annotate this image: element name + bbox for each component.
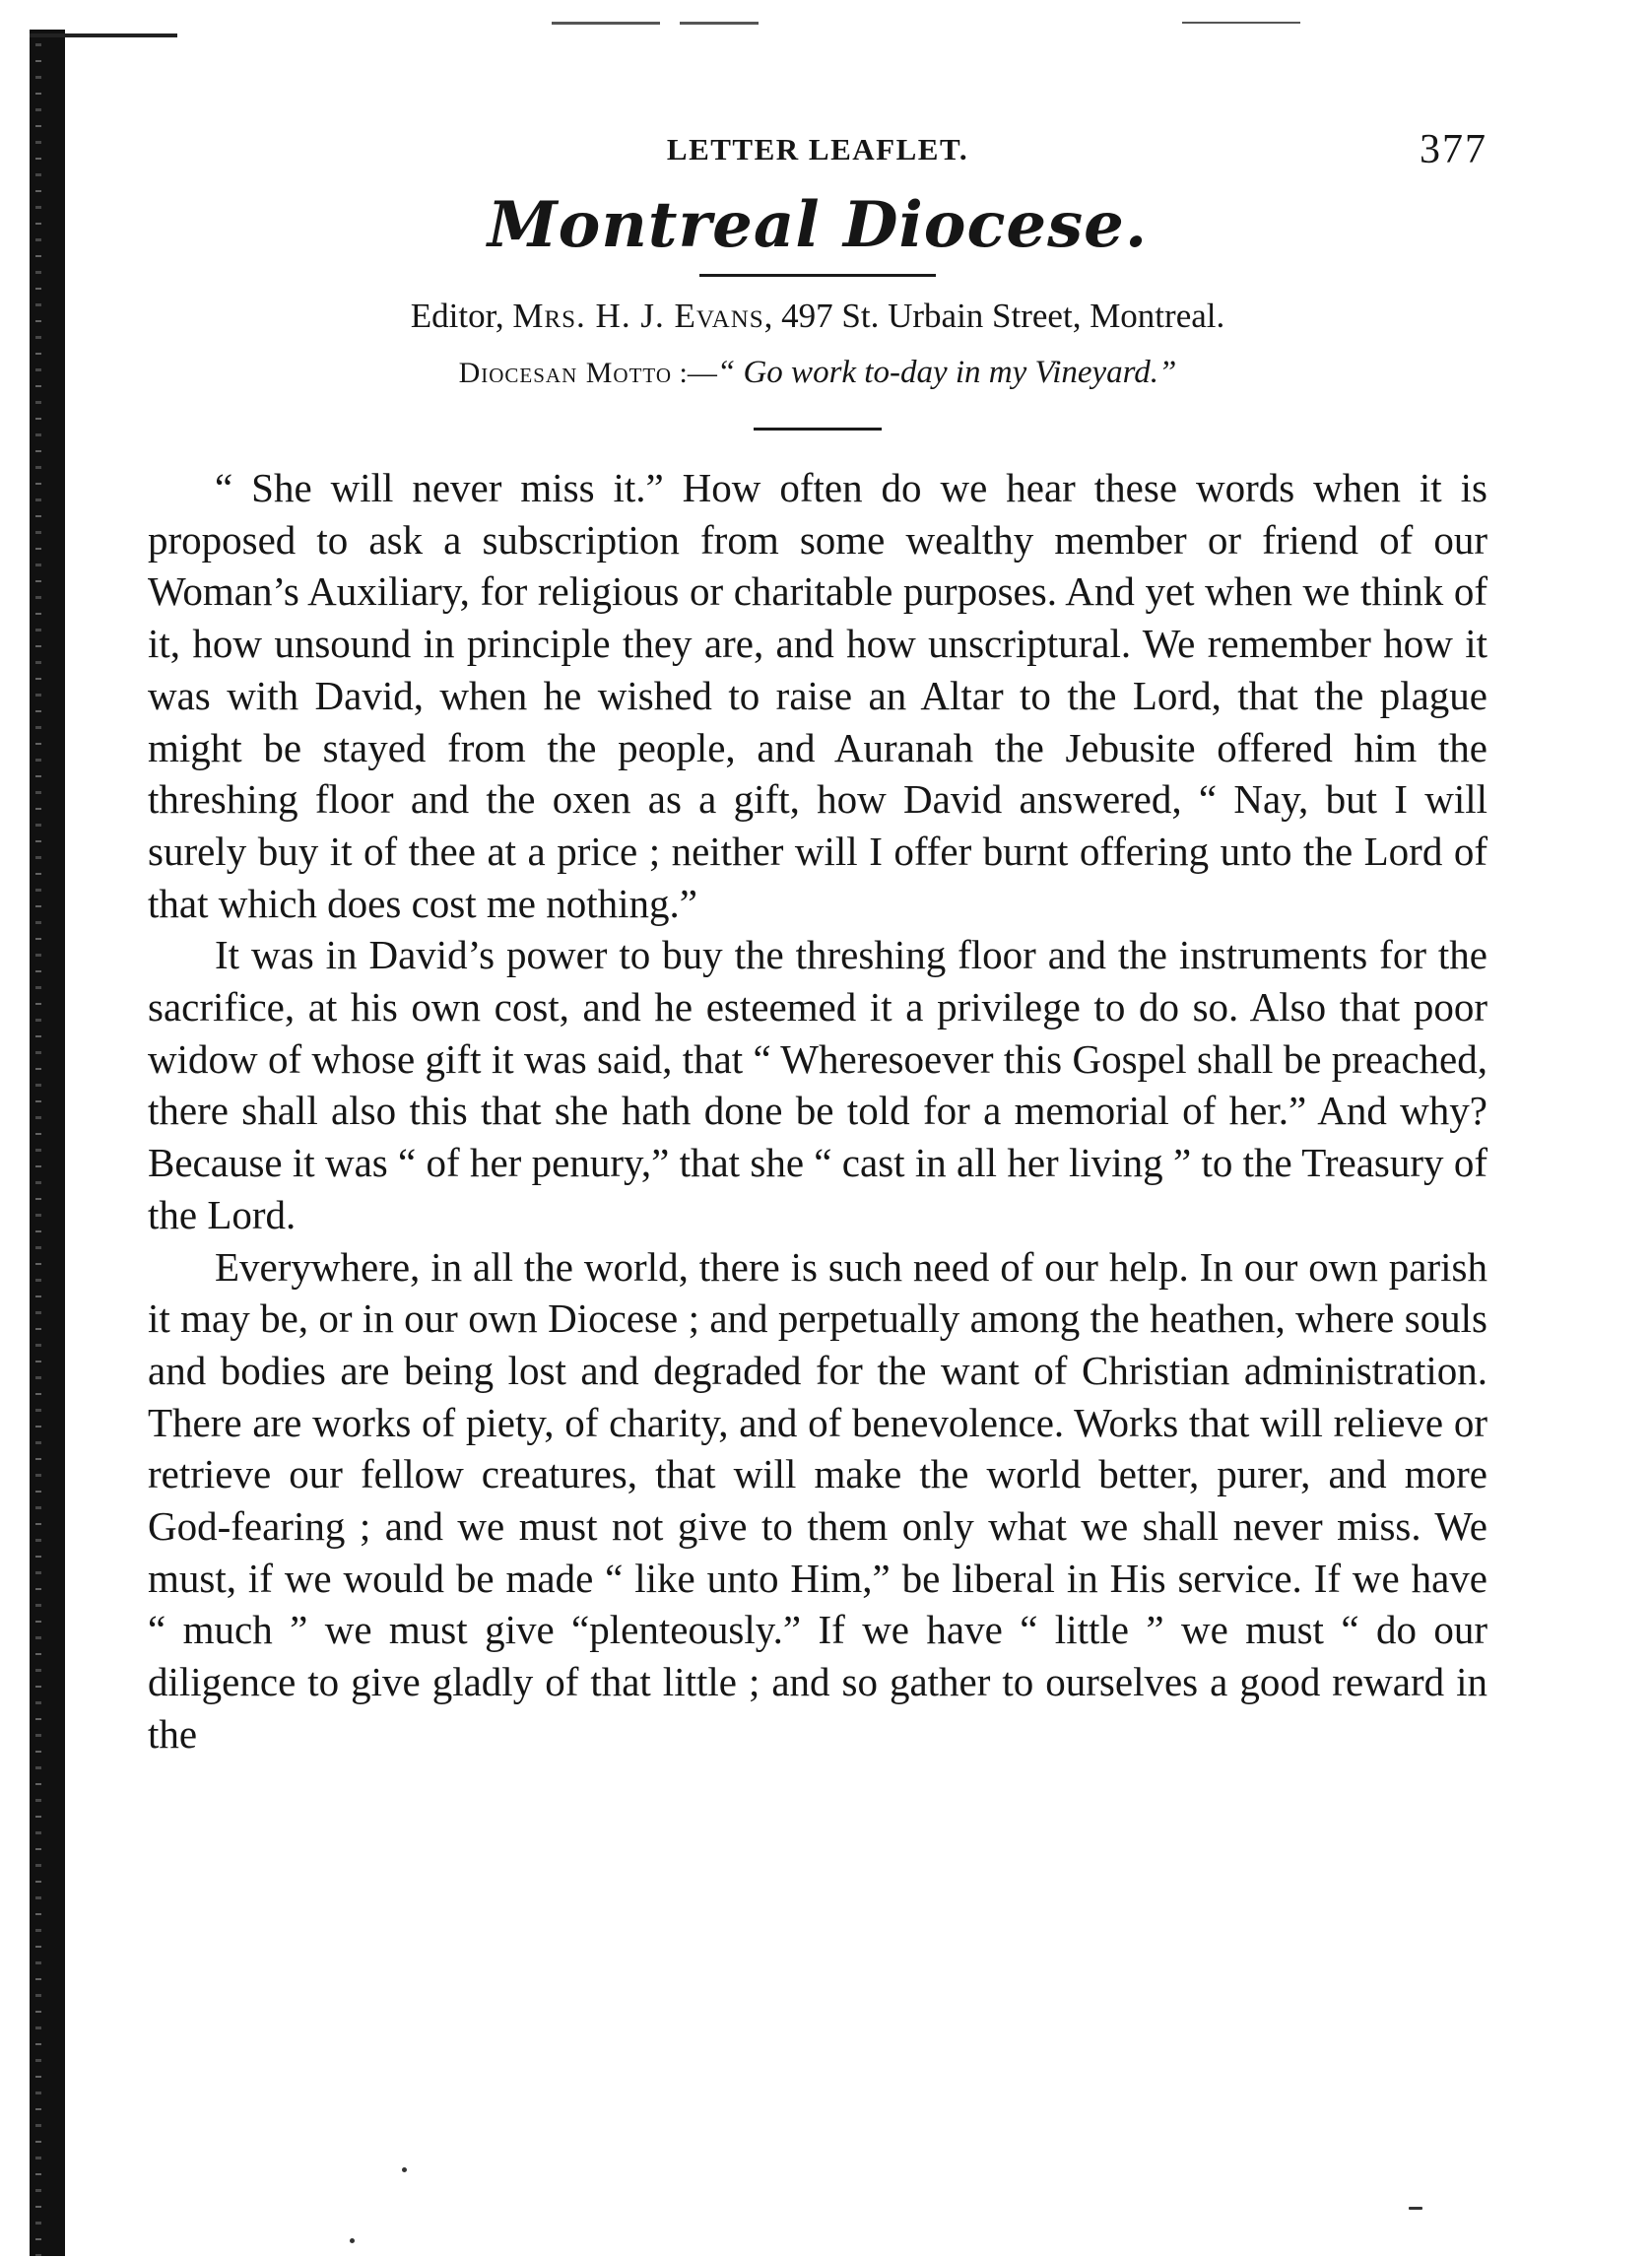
scan-speck <box>350 2238 355 2243</box>
article-body <box>148 462 1487 1760</box>
running-head <box>148 118 1487 187</box>
scan-edge-mark <box>30 33 177 37</box>
scan-speck <box>402 2167 407 2172</box>
motto-line <box>148 350 1487 396</box>
page-binding-edge <box>30 30 65 2256</box>
motto-text: “ Go work to-day in my Vineyard.” <box>716 355 1177 390</box>
running-head-title: LETTER LEAFLET. <box>666 132 969 166</box>
title-divider <box>699 274 936 277</box>
page-number: 377 <box>1420 127 1487 172</box>
editor-line <box>148 291 1487 342</box>
scan-speck <box>1409 2207 1422 2210</box>
editor-address: , 497 St. Urbain Street, Montreal. <box>763 297 1225 335</box>
paragraph: It was in David’s power to buy the threshing floor and the instruments for the sacrifice, at his own cost, and he esteemed it a privilege to do so. Also that poor widow of whose gift it was said, that “ Wheresoever this Gospel shall be preached, there shall also this that she hath done be told for a memorial of her.” And why? Because it was “ of her penury,” that she “ cast in all her living ” to the Treasury of the Lord. <box>148 932 1487 1237</box>
scan-speck <box>552 22 660 25</box>
paragraph: “ She will never miss it.” How often do we hear these words when it is proposed to ask a subscription from some wealthy member or friend of our Woman’s Auxiliary, for religious or charitable purposes. And yet when we think of it, how unsound in principle they are, and how unscriptural. We remember how it was with David, when he wished to raise an Altar to the Lord, that the plague might be stayed from the people, and Auranah the Jebusite offered him the threshing floor and the oxen as a gift, how David answered, “ Nay, but I will surely buy it of thee at a price ; neither will I offer burnt offering unto the Lord of that which does cost me nothing.” <box>148 465 1487 926</box>
section-title: Montreal Diocese. <box>487 188 1149 262</box>
scan-speck <box>680 22 759 25</box>
scan-speck <box>1182 22 1300 24</box>
editor-prefix: Editor, <box>410 297 513 335</box>
editor-name: Mrs. H. J. Evans <box>512 297 764 335</box>
paragraph: Everywhere, in all the world, there is such need of our help. In our own parish it may be, or in our own Diocese ; and perpetually among the heathen, where souls and bodies are being lost and degraded for the want of Christian administration. There are works of piety, of charity, and of benevolence. Works that will relieve or retrieve our fellow creatures, that will make the world better, purer, and more God-fearing ; and we must not give to them only what we shall never miss. We must, if we would be made “ like unto Him,” be liberal in His service. If we have “ much ” we must give “plenteously.” If we have “ little ” we must “ do our diligence to give gladly of that little ; and so gather to ourselves a good reward in the <box>148 1243 1487 1757</box>
document-page <box>148 118 1487 1760</box>
motto-label: Diocesan Motto <box>458 357 673 389</box>
motto-divider <box>754 428 882 431</box>
motto-separator: :— <box>672 357 717 389</box>
